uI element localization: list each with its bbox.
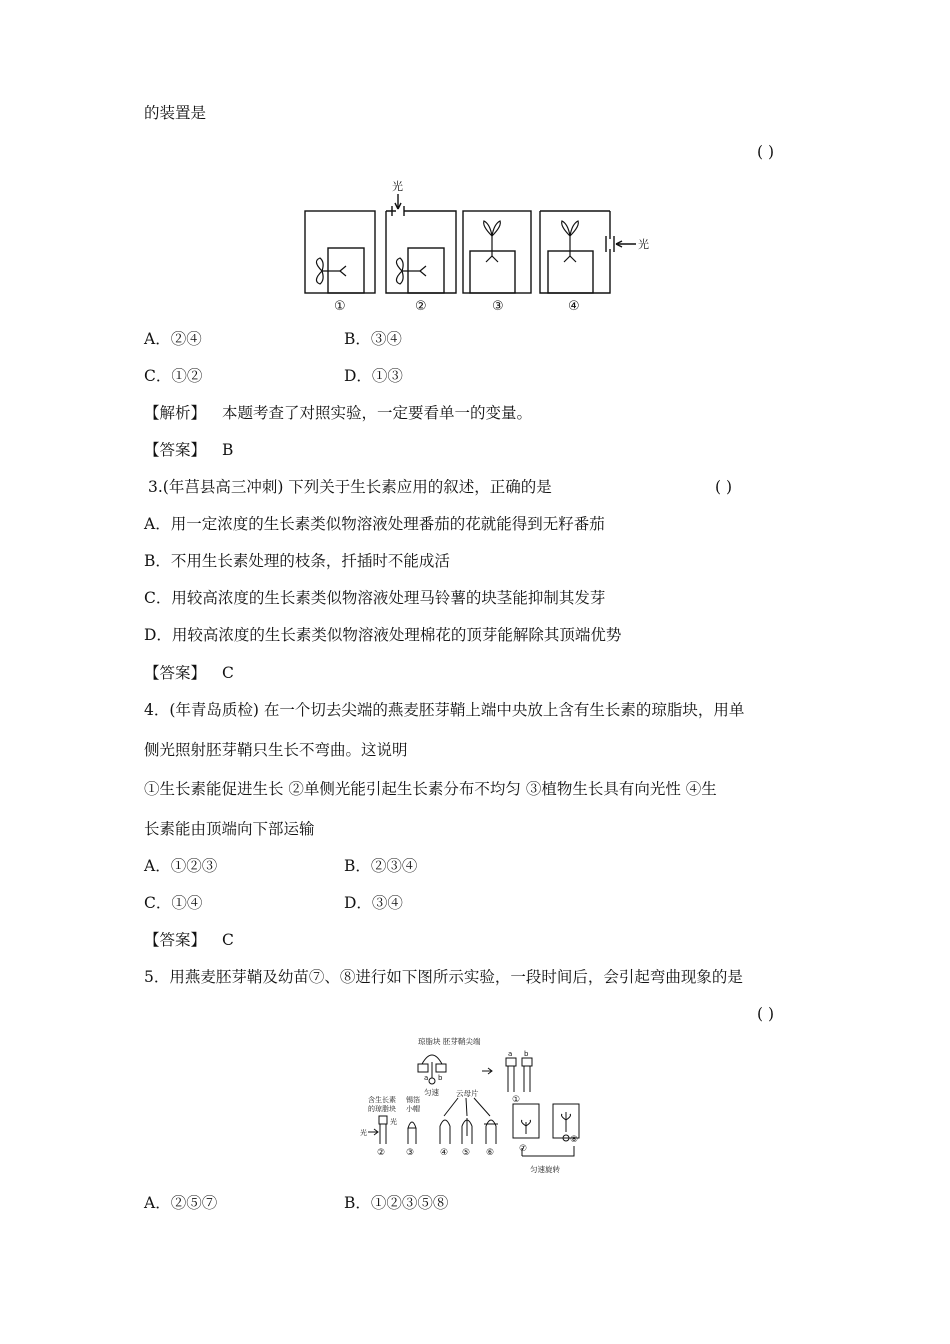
q4-option-d: D．③④: [344, 894, 403, 912]
q3-option-a: A．用一定浓度的生长素类似物溶液处理番茄的花就能得到无籽番茄: [144, 515, 605, 533]
label-auxin-agar-2: 的琼脂块: [368, 1105, 396, 1113]
label-a: a: [424, 1074, 429, 1082]
box-label-1: ①: [334, 299, 346, 314]
label-rotate: 匀速旋转: [530, 1165, 560, 1174]
num-3: ③: [406, 1148, 415, 1158]
q2-option-b: B．③④: [344, 330, 402, 348]
q2-option-c: C．①②: [144, 367, 203, 385]
box-label-2: ②: [415, 299, 427, 314]
label-foil-1: 锡箔: [406, 1096, 420, 1104]
q2-analysis: [144, 406, 532, 422]
q4-stem-line2: 侧光照射胚芽鞘只生长不弯曲。这说明: [144, 741, 408, 759]
box-label-3: ③: [492, 299, 504, 314]
answer-tag: 【答案】: [144, 441, 207, 459]
analysis-tag: 【解析】: [144, 404, 207, 422]
answer-value: C: [222, 664, 234, 682]
q2-answer: [144, 443, 233, 459]
label-light-2: 光: [360, 1129, 367, 1137]
answer-value: B: [222, 441, 234, 459]
num-6: ⑥: [486, 1148, 495, 1158]
q5-stem: 5．用燕麦胚芽鞘及幼苗⑦、⑧进行如下图所示实验，一段时间后，会引起弯曲现象的是: [144, 968, 743, 986]
q4-option-a: A．①②③: [144, 857, 218, 875]
answer-tag: 【答案】: [144, 664, 207, 682]
rotation-bracket: [522, 1146, 574, 1156]
q4-option-c: C．①④: [144, 894, 203, 912]
label-agar-tip: 琼脂块 胚芽鞘尖端: [418, 1037, 481, 1046]
label-uniform: 匀速: [424, 1088, 439, 1097]
q4-answer: [144, 933, 234, 949]
q3-option-c: C．用较高浓度的生长素类似物溶液处理马铃薯的块茎能抑制其发芽: [144, 589, 606, 607]
q2-phototropism-figure: [300, 176, 660, 316]
label-light-2b: 光: [390, 1118, 397, 1126]
q3-answer-paren: ( ): [715, 478, 733, 496]
num-4: ④: [440, 1148, 449, 1158]
q3-stem: 3.(年莒县高三冲刺) 下列关于生长素应用的叙述，正确的是: [148, 478, 552, 496]
q4-option-b: B．②③④: [344, 857, 418, 875]
q2-stem-tail: 的装置是: [144, 104, 207, 122]
q4-statements-line1: ①生长素能促进生长 ②单侧光能引起生长素分布不均匀 ③植物生长具有向光性 ④生: [144, 780, 717, 798]
analysis-text: 本题考查了对照实验，一定要看单一的变量。: [222, 404, 533, 422]
q2-option-a: A．②④: [144, 330, 202, 348]
label-mica: 云母片: [456, 1089, 479, 1098]
q5-answer-paren: ( ): [757, 1005, 775, 1023]
num-8: ⑧: [570, 1135, 579, 1145]
q5-experiment-figure: [360, 1036, 590, 1182]
process-arrow: [482, 1068, 492, 1074]
q4-statements-line2: 长素能由顶端向下部运输: [144, 820, 315, 838]
q3-answer: [144, 666, 234, 682]
light-label-top: 光: [392, 180, 403, 193]
q3-option-d: D．用较高浓度的生长素类似物溶液处理棉花的顶芽能解除其顶端优势: [144, 626, 622, 644]
num-2: ②: [377, 1148, 386, 1158]
q2-option-d: D．①③: [344, 367, 403, 385]
q3-option-b: B．不用生长素处理的枝条，扦插时不能成活: [144, 552, 450, 570]
label-a-result: a: [508, 1050, 513, 1058]
num-5: ⑤: [462, 1148, 471, 1158]
mica-pointers: [444, 1098, 490, 1116]
q4-stem-line1: 4．(年青岛质检) 在一个切去尖端的燕麦胚芽鞘上端中央放上含有生长素的琼脂块，用单: [144, 701, 745, 719]
q5-option-b: B．①②③⑤⑧: [344, 1194, 449, 1212]
label-foil-2: 小帽: [406, 1105, 420, 1113]
answer-value: C: [222, 931, 234, 949]
label-b-result: b: [524, 1050, 529, 1058]
q5-option-a: A．②⑤⑦: [144, 1194, 218, 1212]
answer-tag: 【答案】: [144, 931, 207, 949]
label-b: b: [438, 1074, 443, 1082]
num-7: ⑦: [519, 1144, 528, 1154]
light-label-right: 光: [638, 238, 649, 251]
label-auxin-agar-1: 含生长素: [368, 1096, 396, 1104]
num-1: ①: [512, 1095, 521, 1105]
q2-answer-paren: ( ): [757, 143, 775, 161]
box-label-4: ④: [568, 299, 580, 314]
